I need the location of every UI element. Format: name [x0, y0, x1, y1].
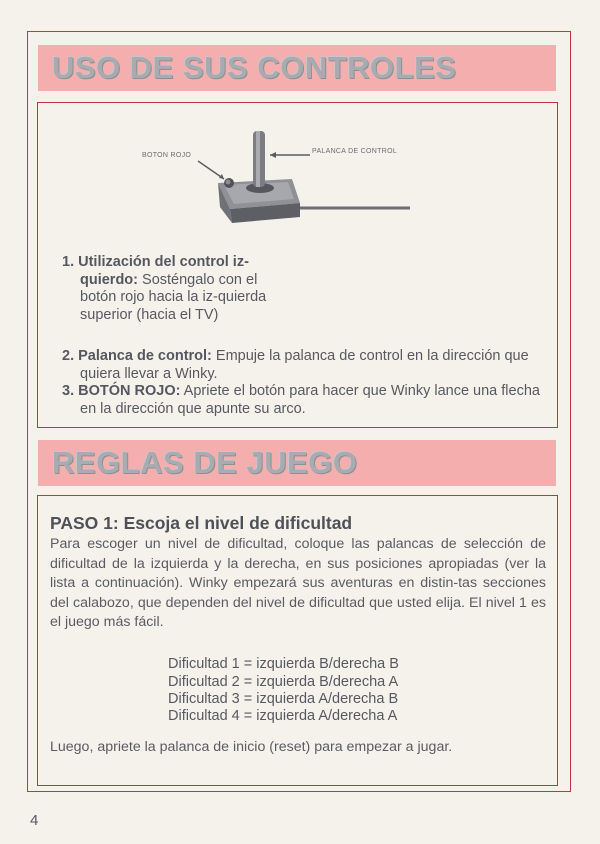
item-text: Sosténgalo con el botón rojo hacia la iz-quierda superior (hacia el TV) [80, 271, 267, 323]
item-number: 2. [62, 348, 75, 364]
red-button-label: BOTON ROJO [142, 152, 192, 159]
joystick-diagram [140, 125, 430, 230]
closing-text: Luego, apriete la palanca de inicio (reset) para empezar a jugar. [50, 739, 453, 755]
difficulty-line: Dificultad 2 = izquierda B/derecha A [168, 674, 399, 690]
stick-label: PALANCA DE CONTROL [312, 148, 398, 155]
page-number: 4 [30, 812, 39, 829]
joystick-icon [140, 125, 430, 230]
list-item [62, 348, 557, 383]
item-term: BOTÓN ROJO: [78, 383, 181, 399]
section-heading-controls: USO DE SUS CONTROLES [38, 45, 556, 91]
step-paragraph: Para escoger un nivel de dificultad, coloque las palancas de selección de dificultad de la izquierda y la derecha, en sus posiciones apropiadas (ver la lista a continuación). Winky empezará sus aventuras en distin-tas secciones del calabozo, que dependen del nivel de dificultad que usted elija. El nivel 1 es el juego más fácil. [50, 536, 546, 630]
item-number: 3. [62, 383, 75, 399]
step-title: PASO 1: Escoja el nivel de dificultad [50, 513, 353, 533]
list-item [62, 383, 557, 418]
difficulty-line: Dificultad 1 = izquierda B/derecha B [168, 656, 399, 672]
item-text: Apriete el botón para hacer que Winky lance una flecha en la dirección que apunte su arco. [80, 383, 540, 417]
item-number: 1. [62, 254, 75, 270]
item-term: Utilización del control iz-quierdo: [78, 254, 249, 288]
difficulty-line: Dificultad 4 = izquierda A/derecha A [168, 708, 398, 724]
difficulty-line: Dificultad 3 = izquierda A/derecha B [168, 691, 399, 707]
list-item [62, 254, 272, 324]
section-heading-rules: REGLAS DE JUEGO [38, 440, 556, 486]
item-term: Palanca de control: [78, 348, 212, 364]
item-text: Empuje la palanca de control en la dirección que quiera llevar a Winky. [80, 348, 529, 382]
